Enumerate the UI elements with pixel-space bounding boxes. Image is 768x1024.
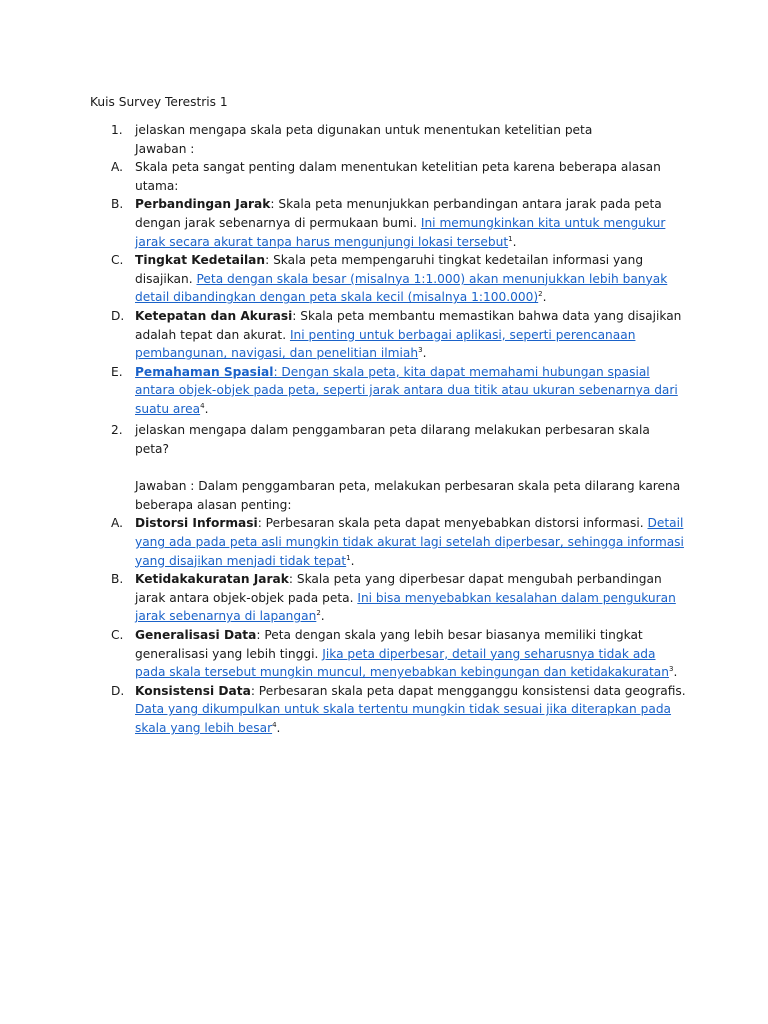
q2-item-b bbox=[111, 570, 686, 626]
q1-item-d bbox=[111, 307, 686, 363]
q1-item-a-marker: A. bbox=[111, 160, 123, 175]
q2-item-c-marker: C. bbox=[111, 627, 124, 642]
q1-item-d-footnote[interactable]: 3 bbox=[418, 346, 423, 355]
q2-item-d-marker: D. bbox=[111, 683, 125, 698]
q1-item-a-text: Skala peta sangat penting dalam menentukan ketelitian peta karena beberapa alasan utama: bbox=[135, 160, 661, 193]
q1-item-e bbox=[111, 363, 686, 419]
question-2-number: 2. bbox=[111, 423, 123, 437]
q2-item-b-marker: B. bbox=[111, 572, 124, 587]
q2-item-c-text: : Peta dengan skala yang lebih besar biasanya memiliki tingkat generalisasi yang lebih tinggi. bbox=[135, 627, 643, 661]
question-2-text: jelaskan mengapa dalam penggambaran peta dilarang melakukan perbesaran skala peta? bbox=[135, 423, 650, 456]
q1-item-b bbox=[111, 195, 686, 251]
q2-item-a-link[interactable]: Detail yang ada pada peta asli mungkin tidak akurat lagi setelah diperbesar, sehingga informasi yang disajikan menjadi tidak tepat bbox=[135, 516, 684, 568]
question-1-number: 1. bbox=[111, 123, 123, 137]
q2-item-d-text: : Perbesaran skala peta dapat mengganggu konsistensi data geografis. bbox=[250, 683, 686, 698]
q1-item-c-text: : Skala peta mempengaruhi tingkat kedetailan informasi yang disajikan. bbox=[135, 253, 644, 286]
q1-item-b-text: : Skala peta menunjukkan perbandingan antara jarak pada peta dengan jarak sebenarnya di permukaan bumi. bbox=[135, 197, 662, 230]
q2-item-b-footnote[interactable]: 2 bbox=[316, 609, 321, 618]
q2-item-c bbox=[111, 626, 686, 682]
document-title: Kuis Survey Terestris 1 bbox=[90, 95, 228, 109]
q1-item-e-term: Pemahaman Spasial bbox=[135, 364, 274, 379]
q1-item-c bbox=[111, 251, 686, 307]
q2-item-c-period: . bbox=[673, 665, 678, 680]
q2-item-c-term: Generalisasi Data bbox=[135, 627, 257, 642]
q2-item-a-footnote[interactable]: 1 bbox=[346, 553, 351, 562]
q1-item-e-link-text: : Dengan skala peta, kita dapat memahami hubungan spasial antara objek-objek pada peta, seperti jarak antara dua titik atau ukuran sebenarnya dari suatu area bbox=[135, 364, 678, 416]
q1-item-e-link[interactable] bbox=[135, 365, 678, 416]
q2-item-d-link[interactable]: Data yang dikumpulkan untuk skala tertentu mungkin tidak sesuai jika diterapkan pada skala yang lebih besar bbox=[135, 702, 672, 735]
q1-item-d-link[interactable]: Ini penting untuk berbagai aplikasi, seperti perencanaan pembangunan, navigasi, dan penelitian ilmiah bbox=[135, 327, 636, 361]
q1-item-b-footnote[interactable]: 1 bbox=[508, 234, 513, 243]
q1-item-c-term: Tingkat Kedetailan bbox=[135, 253, 266, 268]
q1-item-c-period: . bbox=[542, 290, 547, 305]
q1-item-b-marker: B. bbox=[111, 197, 124, 212]
q1-item-e-marker: E. bbox=[111, 364, 123, 379]
spacer bbox=[111, 458, 686, 477]
q2-item-a-period: . bbox=[350, 553, 355, 568]
question-2 bbox=[111, 421, 686, 458]
q1-item-e-period: . bbox=[204, 401, 209, 416]
q1-item-b-period: . bbox=[512, 234, 517, 249]
q1-item-e-footnote[interactable]: 4 bbox=[200, 401, 205, 410]
q1-item-d-term: Ketepatan dan Akurasi bbox=[135, 308, 293, 323]
q1-item-b-link[interactable]: Ini memungkinkan kita untuk mengukur jarak secara akurat tanpa harus mengunjungi lokasi tersebut bbox=[135, 215, 666, 249]
q1-item-c-link[interactable]: Peta dengan skala besar (misalnya 1:1.000) akan menunjukkan lebih banyak detail dibandingkan dengan peta skala kecil (misalnya 1:100.000) bbox=[135, 271, 668, 305]
q1-item-d-text: : Skala peta membantu memastikan bahwa data yang disajikan adalah tepat dan akurat. bbox=[135, 308, 682, 342]
q2-item-d bbox=[111, 682, 686, 738]
q1-item-c-marker: C. bbox=[111, 253, 124, 268]
q2-item-c-footnote[interactable]: 3 bbox=[668, 665, 674, 674]
q2-item-b-term: Ketidakakuratan Jarak bbox=[135, 572, 289, 587]
q1-item-d-marker: D. bbox=[111, 308, 125, 323]
q2-item-d-period: . bbox=[276, 720, 281, 735]
question-1-block bbox=[111, 121, 686, 419]
q1-item-a bbox=[111, 158, 686, 195]
q2-item-a-term: Distorsi Informasi bbox=[135, 516, 258, 531]
q2-item-d-term: Konsistensi Data bbox=[135, 683, 251, 698]
question-2-answer-intro: Jawaban : Dalam penggambaran peta, melakukan perbesaran skala peta dilarang karena beberapa alasan penting: bbox=[135, 479, 681, 512]
q2-item-b-period: . bbox=[320, 609, 325, 624]
question-1-answer-label: Jawaban : bbox=[135, 141, 195, 156]
question-1-text: jelaskan mengapa skala peta digunakan untuk menentukan ketelitian peta bbox=[135, 123, 593, 137]
q2-item-c-link[interactable]: Jika peta diperbesar, detail yang seharusnya tidak ada pada skala tersebut mungkin muncul, menyebabkan kebingungan dan ketidakakuratan bbox=[135, 646, 669, 680]
q2-item-b-text: : Skala peta yang diperbesar dapat mengubah perbandingan jarak antara objek-objek pada peta. bbox=[135, 572, 662, 605]
q1-item-d-period: . bbox=[422, 346, 427, 361]
q2-item-a-text: : Perbesaran skala peta dapat menyebabkan distorsi informasi. bbox=[257, 516, 648, 531]
q1-item-c-footnote[interactable]: 2 bbox=[538, 290, 543, 299]
q2-item-b-link[interactable]: Ini bisa menyebabkan kesalahan dalam pengukuran jarak sebenarnya di lapangan bbox=[135, 590, 676, 624]
q2-item-a-marker: A. bbox=[111, 516, 123, 531]
q2-item-d-footnote[interactable]: 4 bbox=[272, 720, 277, 729]
question-2-block bbox=[111, 421, 686, 738]
question-1 bbox=[111, 121, 686, 140]
q2-item-a bbox=[111, 514, 686, 570]
q1-item-b-term: Perbandingan Jarak bbox=[135, 197, 271, 212]
